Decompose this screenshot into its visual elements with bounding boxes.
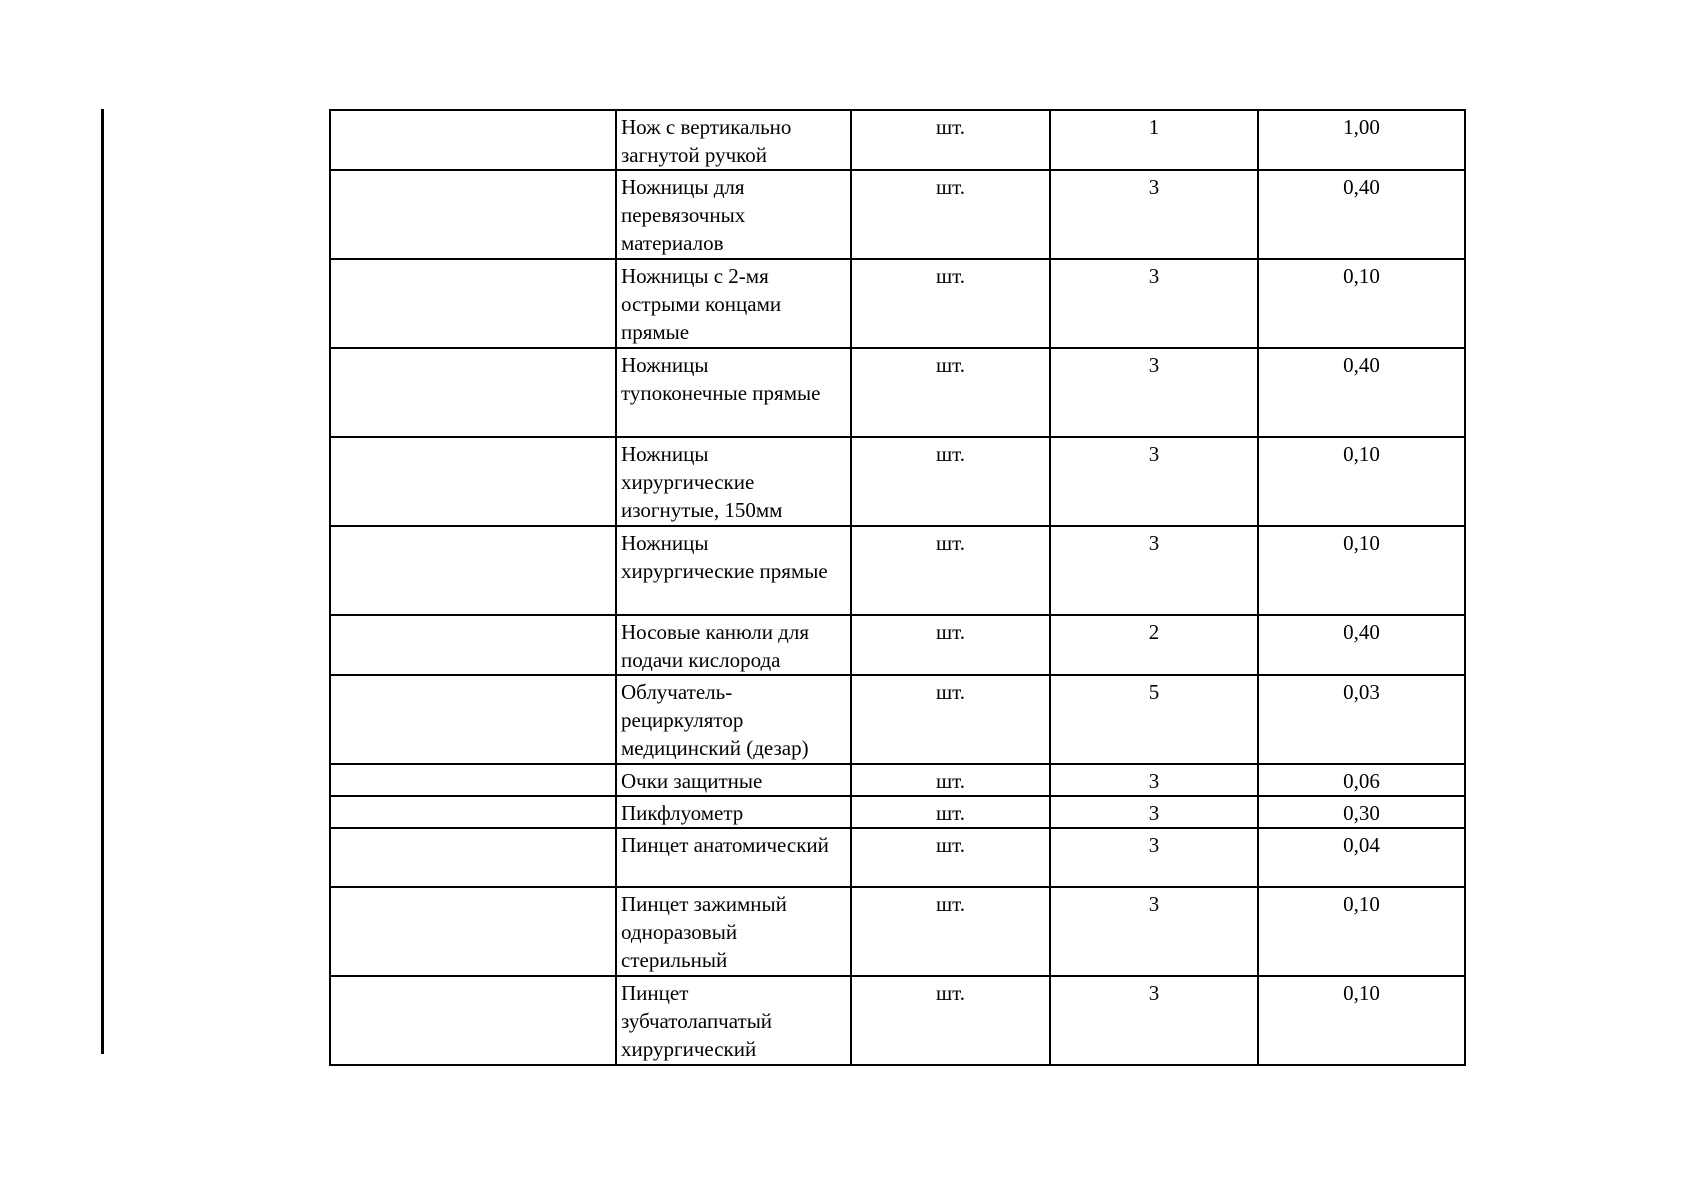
table-row bbox=[330, 887, 1465, 976]
item-name-text: Пикфлуометр bbox=[621, 801, 744, 825]
value-cell bbox=[1258, 675, 1465, 764]
value-text: 0,40 bbox=[1343, 620, 1380, 644]
value-text: 0,10 bbox=[1343, 531, 1380, 555]
value-cell bbox=[1258, 796, 1465, 828]
unit-cell bbox=[851, 437, 1050, 526]
empty-cell bbox=[330, 828, 616, 887]
unit-cell bbox=[851, 170, 1050, 259]
unit-text: шт. bbox=[935, 531, 966, 555]
items-table bbox=[329, 109, 1466, 1066]
value-text: 0,10 bbox=[1343, 892, 1380, 916]
quantity-cell bbox=[1050, 615, 1258, 675]
quantity-text: 3 bbox=[1148, 769, 1160, 793]
quantity-text: 2 bbox=[1148, 620, 1160, 644]
table-row bbox=[330, 615, 1465, 675]
empty-cell bbox=[330, 437, 616, 526]
quantity-text: 3 bbox=[1148, 892, 1160, 916]
item-name-cell bbox=[616, 615, 851, 675]
unit-cell bbox=[851, 764, 1050, 796]
quantity-cell bbox=[1050, 828, 1258, 887]
unit-cell bbox=[851, 796, 1050, 828]
item-name-text: Облучатель- рециркулятор медицинский (дезар) bbox=[621, 680, 809, 760]
item-name-cell bbox=[616, 170, 851, 259]
table-row bbox=[330, 170, 1465, 259]
unit-text: шт. bbox=[935, 115, 966, 139]
value-text: 0,10 bbox=[1343, 442, 1380, 466]
quantity-text: 3 bbox=[1148, 175, 1160, 199]
unit-cell bbox=[851, 976, 1050, 1065]
page-margin-line bbox=[101, 109, 104, 1054]
table-row bbox=[330, 828, 1465, 887]
quantity-text: 1 bbox=[1148, 115, 1160, 139]
item-name-cell bbox=[616, 259, 851, 348]
unit-text: шт. bbox=[935, 353, 966, 377]
value-text: 0,10 bbox=[1343, 981, 1380, 1005]
unit-text: шт. bbox=[935, 892, 966, 916]
unit-cell bbox=[851, 110, 1050, 170]
quantity-cell bbox=[1050, 796, 1258, 828]
item-name-text: Пинцет анатомический bbox=[621, 833, 829, 857]
unit-text: шт. bbox=[935, 801, 966, 825]
quantity-cell bbox=[1050, 437, 1258, 526]
unit-text: шт. bbox=[935, 620, 966, 644]
value-text: 0,03 bbox=[1343, 680, 1380, 704]
item-name-cell bbox=[616, 675, 851, 764]
quantity-text: 3 bbox=[1148, 353, 1160, 377]
empty-cell bbox=[330, 615, 616, 675]
unit-cell bbox=[851, 615, 1050, 675]
item-name-cell bbox=[616, 796, 851, 828]
item-name-text: Пинцет зажимный одноразовый стерильный bbox=[621, 892, 787, 972]
value-cell bbox=[1258, 110, 1465, 170]
value-cell bbox=[1258, 526, 1465, 615]
value-text: 0,06 bbox=[1343, 769, 1380, 793]
item-name-text: Ножницы хирургические изогнутые, 150мм bbox=[621, 442, 783, 522]
unit-text: шт. bbox=[935, 769, 966, 793]
item-name-text: Пинцет зубчатолапчатый хирургический bbox=[621, 981, 773, 1061]
item-name-cell bbox=[616, 764, 851, 796]
empty-cell bbox=[330, 348, 616, 437]
unit-text: шт. bbox=[935, 981, 966, 1005]
value-text: 0,40 bbox=[1343, 353, 1380, 377]
item-name-text: Носовые канюли для подачи кислорода bbox=[621, 620, 810, 672]
quantity-cell bbox=[1050, 675, 1258, 764]
quantity-cell bbox=[1050, 526, 1258, 615]
empty-cell bbox=[330, 764, 616, 796]
unit-cell bbox=[851, 348, 1050, 437]
table-row bbox=[330, 796, 1465, 828]
value-cell bbox=[1258, 976, 1465, 1065]
table-row bbox=[330, 259, 1465, 348]
value-cell bbox=[1258, 887, 1465, 976]
table-row bbox=[330, 348, 1465, 437]
item-name-text: Нож с вертикально загнутой ручкой bbox=[621, 115, 792, 167]
table-row bbox=[330, 526, 1465, 615]
table-row bbox=[330, 675, 1465, 764]
item-name-cell bbox=[616, 437, 851, 526]
items-table-body bbox=[330, 110, 1465, 1065]
value-text: 0,30 bbox=[1343, 801, 1380, 825]
value-cell bbox=[1258, 348, 1465, 437]
quantity-text: 3 bbox=[1148, 442, 1160, 466]
unit-cell bbox=[851, 526, 1050, 615]
value-cell bbox=[1258, 828, 1465, 887]
quantity-cell bbox=[1050, 259, 1258, 348]
quantity-text: 3 bbox=[1148, 264, 1160, 288]
value-cell bbox=[1258, 615, 1465, 675]
empty-cell bbox=[330, 170, 616, 259]
table-row bbox=[330, 437, 1465, 526]
item-name-text: Ножницы хирургические прямые bbox=[621, 531, 828, 583]
unit-cell bbox=[851, 887, 1050, 976]
table-row bbox=[330, 976, 1465, 1065]
item-name-cell bbox=[616, 976, 851, 1065]
item-name-cell bbox=[616, 110, 851, 170]
empty-cell bbox=[330, 110, 616, 170]
item-name-text: Ножницы с 2-мя острыми концами прямые bbox=[621, 264, 782, 344]
quantity-cell bbox=[1050, 764, 1258, 796]
value-cell bbox=[1258, 259, 1465, 348]
item-name-cell bbox=[616, 887, 851, 976]
quantity-cell bbox=[1050, 110, 1258, 170]
item-name-text: Ножницы для перевязочных материалов bbox=[621, 175, 746, 255]
quantity-cell bbox=[1050, 348, 1258, 437]
quantity-text: 3 bbox=[1148, 981, 1160, 1005]
unit-text: шт. bbox=[935, 442, 966, 466]
empty-cell bbox=[330, 887, 616, 976]
unit-cell bbox=[851, 259, 1050, 348]
empty-cell bbox=[330, 259, 616, 348]
quantity-text: 3 bbox=[1148, 531, 1160, 555]
unit-cell bbox=[851, 675, 1050, 764]
quantity-cell bbox=[1050, 887, 1258, 976]
item-name-cell bbox=[616, 526, 851, 615]
unit-text: шт. bbox=[935, 680, 966, 704]
item-name-cell bbox=[616, 348, 851, 437]
unit-cell bbox=[851, 828, 1050, 887]
table-row bbox=[330, 764, 1465, 796]
empty-cell bbox=[330, 526, 616, 615]
unit-text: шт. bbox=[935, 833, 966, 857]
quantity-cell bbox=[1050, 976, 1258, 1065]
empty-cell bbox=[330, 675, 616, 764]
unit-text: шт. bbox=[935, 175, 966, 199]
empty-cell bbox=[330, 976, 616, 1065]
value-text: 0,10 bbox=[1343, 264, 1380, 288]
value-cell bbox=[1258, 437, 1465, 526]
value-text: 0,40 bbox=[1343, 175, 1380, 199]
quantity-text: 3 bbox=[1148, 833, 1160, 857]
value-cell bbox=[1258, 170, 1465, 259]
value-cell bbox=[1258, 764, 1465, 796]
table-row bbox=[330, 110, 1465, 170]
value-text: 1,00 bbox=[1343, 115, 1380, 139]
item-name-text: Ножницы тупоконечные прямые bbox=[621, 353, 821, 405]
quantity-text: 3 bbox=[1148, 801, 1160, 825]
value-text: 0,04 bbox=[1343, 833, 1380, 857]
quantity-cell bbox=[1050, 170, 1258, 259]
item-name-text: Очки защитные bbox=[621, 769, 763, 793]
unit-text: шт. bbox=[935, 264, 966, 288]
item-name-cell bbox=[616, 828, 851, 887]
empty-cell bbox=[330, 796, 616, 828]
quantity-text: 5 bbox=[1148, 680, 1160, 704]
